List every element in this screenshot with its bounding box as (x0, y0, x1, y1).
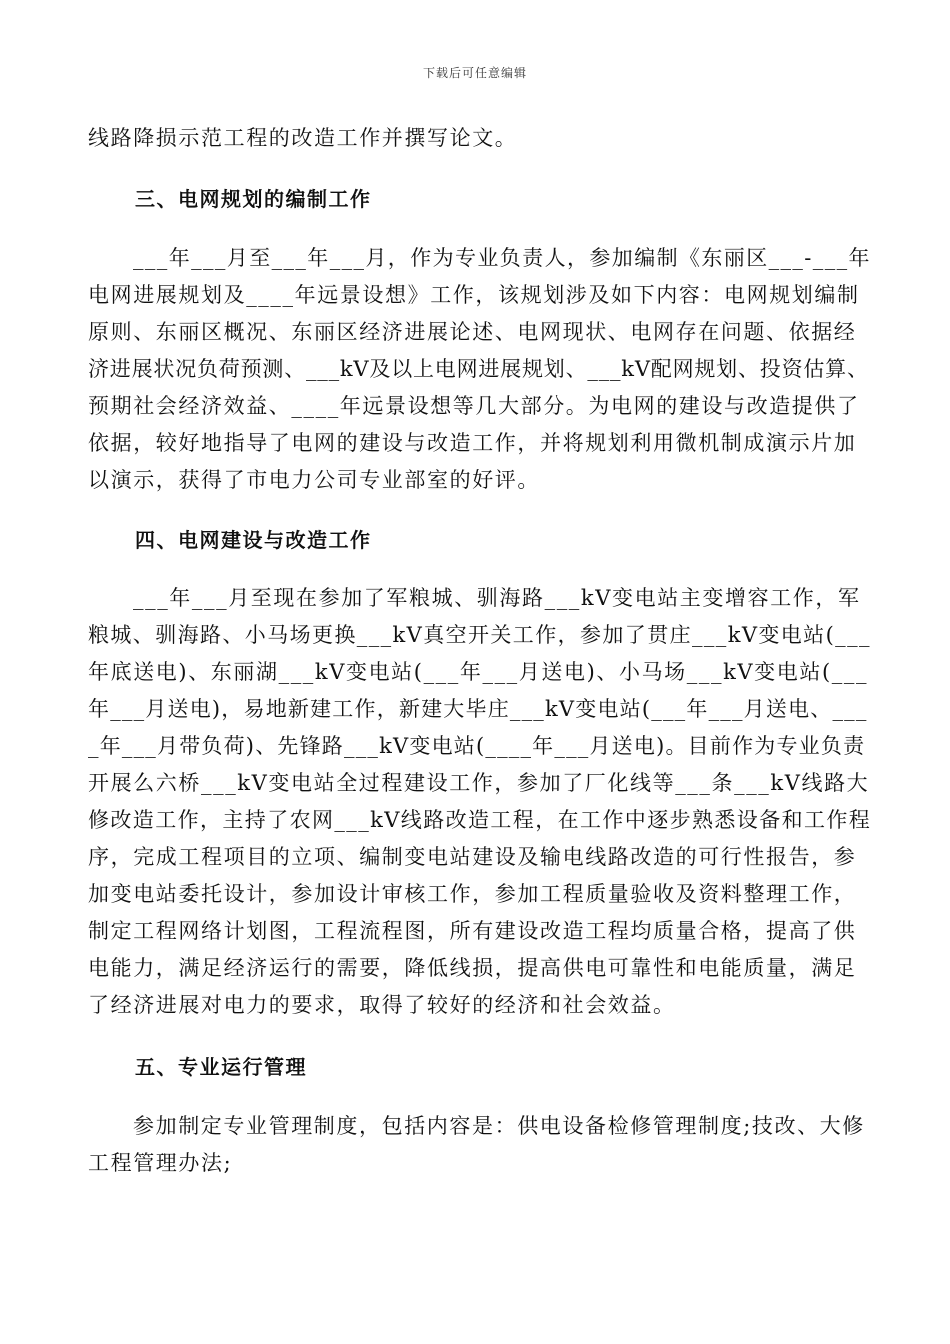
paragraph-line: 制定工程网络计划图，工程流程图，所有建设改造工程均质量合格，提高了供 (88, 919, 857, 943)
section-heading-4: 四、电网建设与改造工作 (135, 528, 372, 552)
paragraph-line: 原则、东丽区概况、东丽区经济进展论述、电网现状、电网存在问题、依据经 (88, 320, 857, 344)
paragraph-line: 预期社会经济效益、____年远景设想等几大部分。为电网的建设与改造提供了 (88, 394, 860, 418)
paragraph-line: 线路降损示范工程的改造工作并撰写论文。 (88, 126, 518, 150)
paragraph-line: 序，完成工程项目的立项、编制变电站建设及输电线路改造的可行性报告，参 (88, 845, 857, 869)
paragraph-line: 电能力，满足经济运行的需要，降低线损，提高供电可靠性和电能质量，满足 (88, 956, 857, 980)
section-heading-5: 五、专业运行管理 (135, 1055, 307, 1079)
page-header: 下载后可任意编辑 (422, 66, 527, 80)
paragraph-line: _年___月带负荷)、先锋路___kV变电站(____年___月送电)。目前作为专业负责 (88, 734, 866, 758)
paragraph-line: 以演示，获得了市电力公司专业部室的好评。 (88, 468, 540, 492)
paragraph-line: ___年___月至___年___月，作为专业负责人，参加编制《东丽区___-___年 (133, 246, 871, 270)
paragraph-line: ___年___月至现在参加了军粮城、驯海路___kV变电站主变增容工作，军 (133, 586, 861, 610)
paragraph-line: 参加制定专业管理制度，包括内容是：供电设备检修管理制度;技改、大修 (133, 1114, 865, 1138)
paragraph-line: 加变电站委托设计，参加设计审核工作，参加工程质量验收及资料整理工作， (88, 882, 857, 906)
paragraph-line: 修改造工作，主持了农网___kV线路改造工程，在工作中逐步熟悉设备和工作程 (88, 808, 872, 832)
paragraph-line: 了经济进展对电力的要求，取得了较好的经济和社会效益。 (88, 993, 676, 1017)
paragraph-line: 年___月送电)，易地新建工作，新建大毕庄___kV变电站(___年___月送电、___ (88, 697, 868, 721)
section-heading-3: 三、电网规划的编制工作 (135, 187, 372, 211)
paragraph-line: 年底送电)、东丽湖___kV变电站(___年___月送电)、小马场___kV变电站(___ (88, 660, 869, 684)
paragraph-line: 工程管理办法; (88, 1151, 233, 1175)
paragraph-line: 电网进展规划及____年远景设想》工作，该规划涉及如下内容：电网规划编制 (88, 283, 860, 307)
paragraph-line: 开展么六桥___kV变电站全过程建设工作，参加了厂化线等___条___kV线路大 (88, 771, 870, 795)
paragraph-line: 济进展状况负荷预测、___kV及以上电网进展规划、___kV配网规划、投资估算、 (88, 357, 869, 381)
paragraph-line: 粮城、驯海路、小马场更换___kV真空开关工作，参加了贯庄___kV变电站(___ (88, 623, 871, 647)
paragraph-line: 依据，较好地指导了电网的建设与改造工作，并将规划利用微机制成演示片加 (88, 431, 857, 455)
